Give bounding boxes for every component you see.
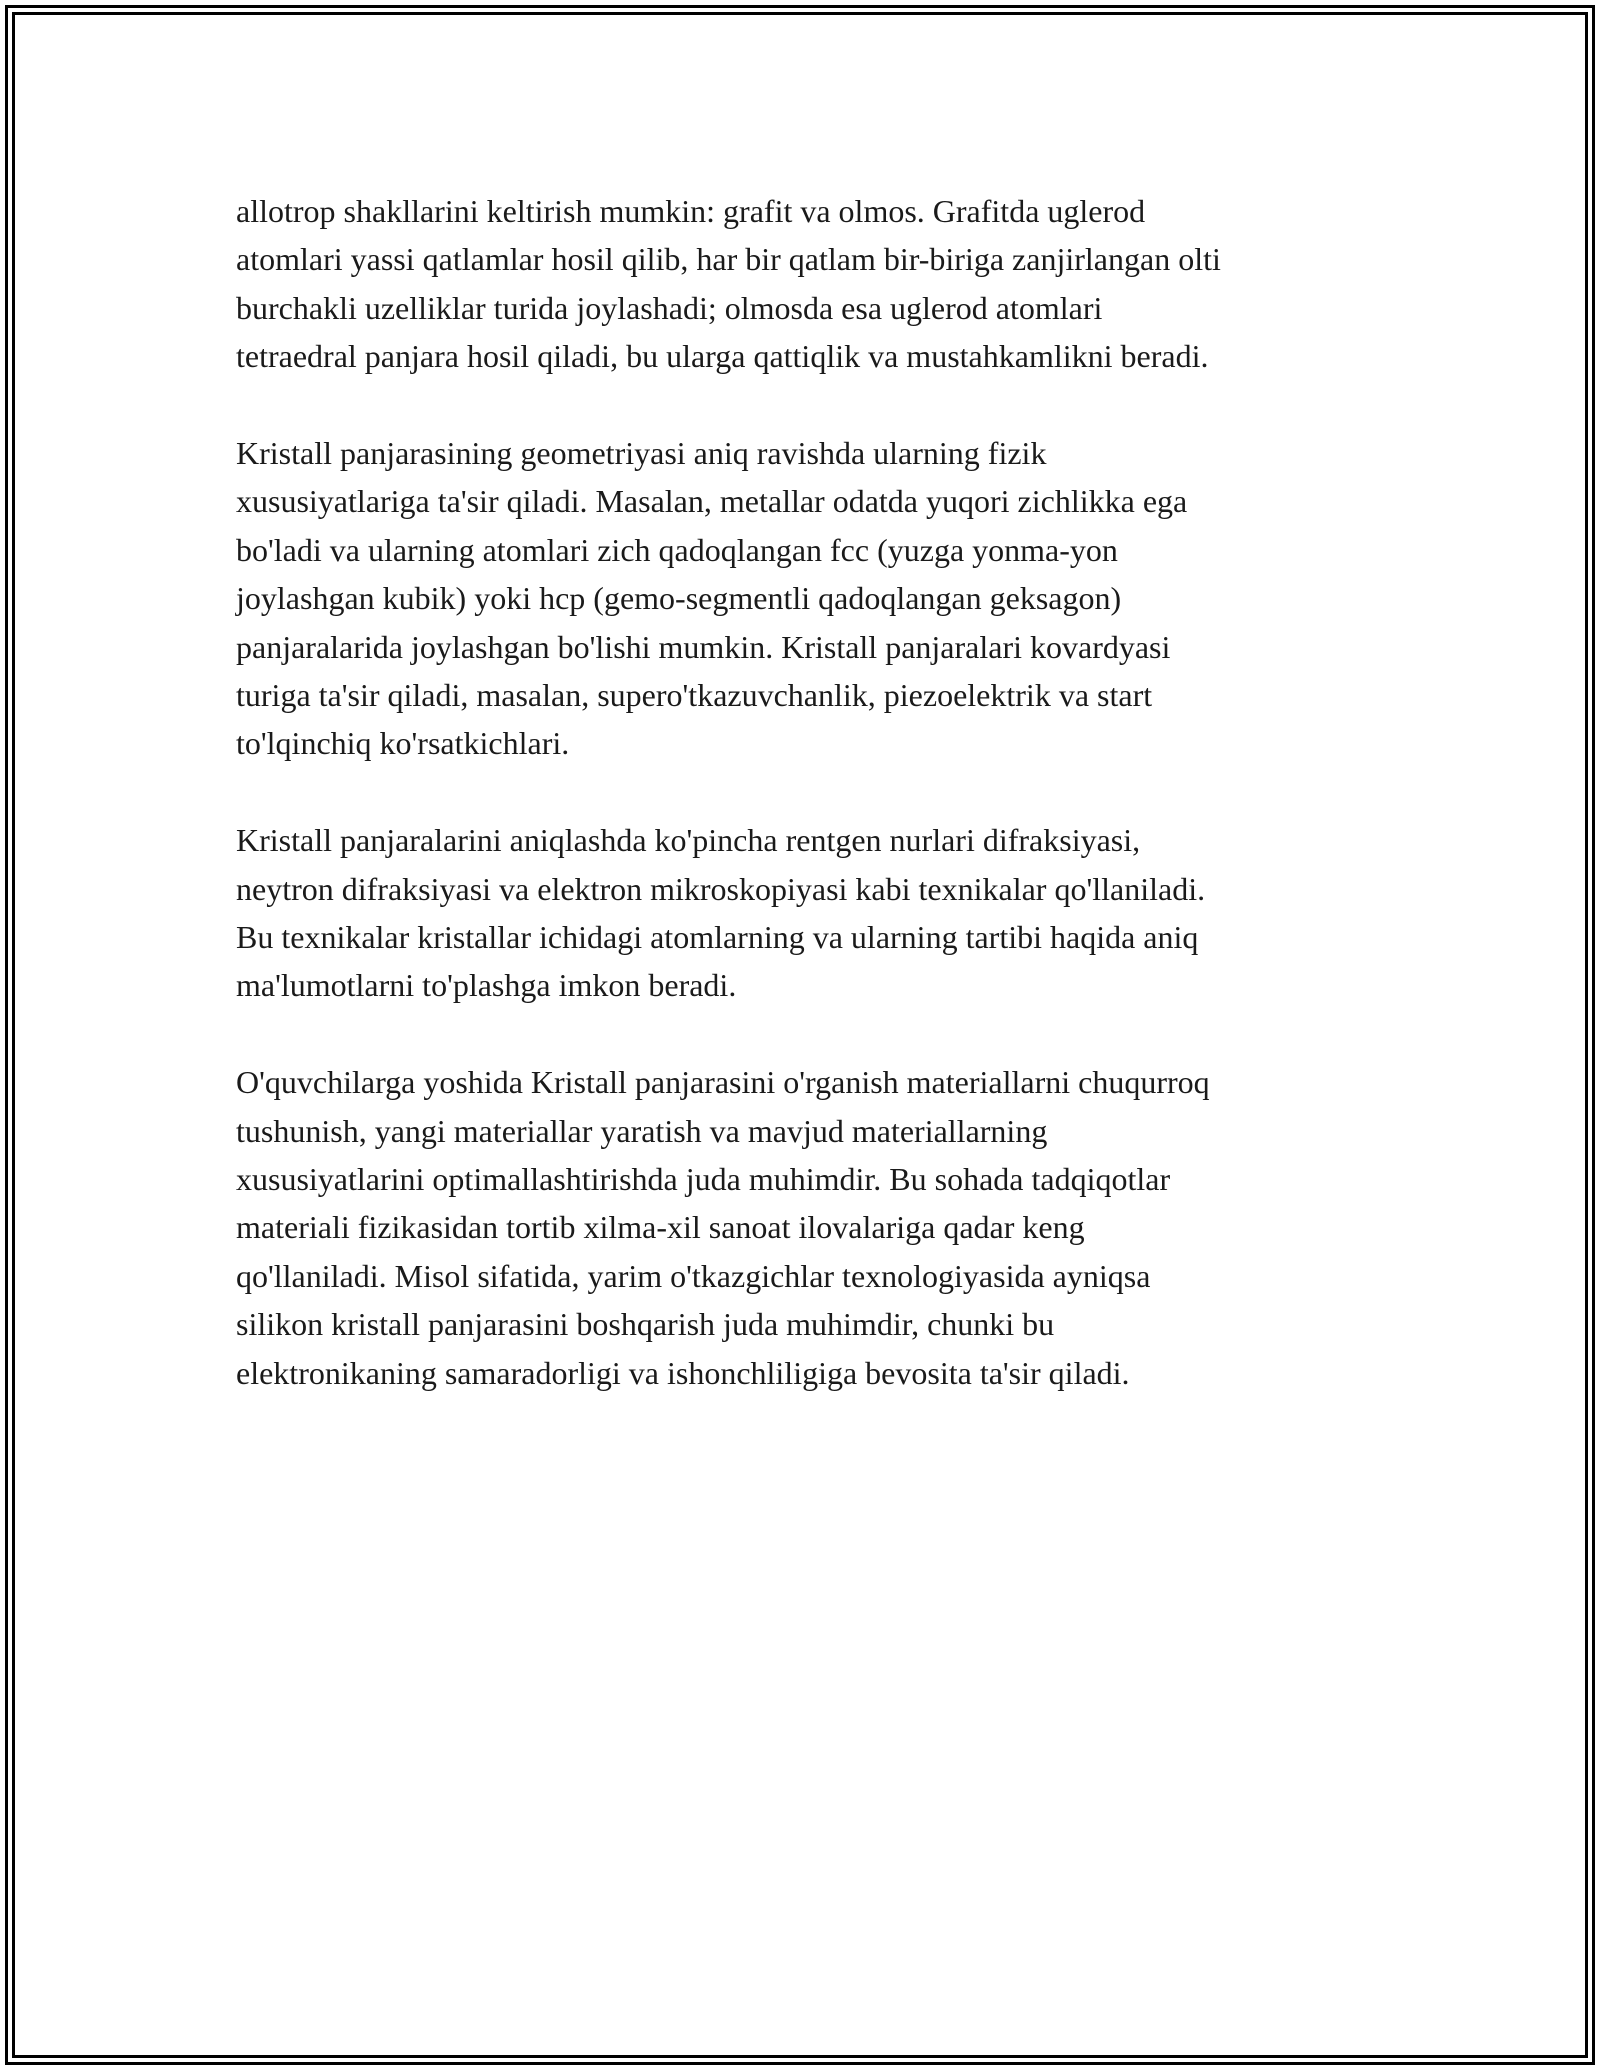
text-line: tetraedral panjara hosil qiladi, bu ularga qattiqlik va mustahkamlikni beradi. <box>236 338 1209 375</box>
text-line: allotrop shakllarini keltirish mumkin: grafit va olmos. Grafitda uglerod <box>236 193 1146 229</box>
text-line: Bu texnikalar kristallar ichidagi atomlarning va ularning tartibi haqida aniq <box>236 919 1199 956</box>
text-line: ma'lumotlarni to'plashga imkon beradi. <box>236 967 737 1004</box>
text-line: turiga ta'sir qiladi, masalan, supero'tkazuvchanlik, piezoelektrik va start <box>236 677 1153 714</box>
text-line: neytron difraksiyasi va elektron mikroskopiyasi kabi texnikalar qo'llaniladi. <box>236 870 1206 907</box>
text-line: bo'ladi va ularning atomlari zich qadoqlangan fcc (yuzga yonma-yon <box>236 531 1118 568</box>
text-line: to'lqinchiq ko'rsatkichlari. <box>236 725 570 762</box>
paragraph-4 <box>236 1058 1376 1397</box>
text-line: panjaralarida joylashgan bo'lishi mumkin. Kristall panjaralari kovardyasi <box>236 628 1171 665</box>
text-line: xususiyatlarini optimallashtirishda juda muhimdir. Bu sohada tadqiqotlar <box>236 1161 1171 1198</box>
paragraph-1 <box>236 187 1376 381</box>
text-line: atomlari yassi qatlamlar hosil qilib, har bir qatlam bir-biriga zanjirlangan olti <box>236 241 1221 278</box>
text-line: xususiyatlariga ta'sir qiladi. Masalan, metallar odatda yuqori zichlikka ega <box>236 483 1188 520</box>
text-line: O'quvchilarga yoshida Kristall panjarasini o'rganish materiallarni chuqurroq <box>236 1064 1210 1101</box>
text-line: joylashgan kubik) yoki hcp (gemo-segmentli qadoqlangan geksagon) <box>236 580 1122 617</box>
text-line: qo'llaniladi. Misol sifatida, yarim o'tkazgichlar texnologiyasida ayniqsa <box>236 1257 1151 1294</box>
text-line: Kristall panjaralarini aniqlashda ko'pincha rentgen nurlari difraksiyasi, <box>236 822 1141 859</box>
text-line: elektronikaning samaradorligi va ishonchliligiga bevosita ta'sir qiladi. <box>236 1354 1130 1391</box>
document-body <box>236 187 1376 1446</box>
paragraph-3 <box>236 816 1376 1010</box>
text-line: burchakli uzelliklar turida joylashadi; olmosda esa uglerod atomlari <box>236 289 1103 326</box>
text-line: Kristall panjarasining geometriyasi aniq ravishda ularning fizik <box>236 435 1047 472</box>
text-line: silikon kristall panjarasini boshqarish juda muhimdir, chunki bu <box>236 1306 1055 1343</box>
paragraph-2 <box>236 429 1376 768</box>
text-line: tushunish, yangi materiallar yaratish va mavjud materiallarning <box>236 1112 1048 1149</box>
text-line: materiali fizikasidan tortib xilma-xil sanoat ilovalariga qadar keng <box>236 1209 1085 1246</box>
